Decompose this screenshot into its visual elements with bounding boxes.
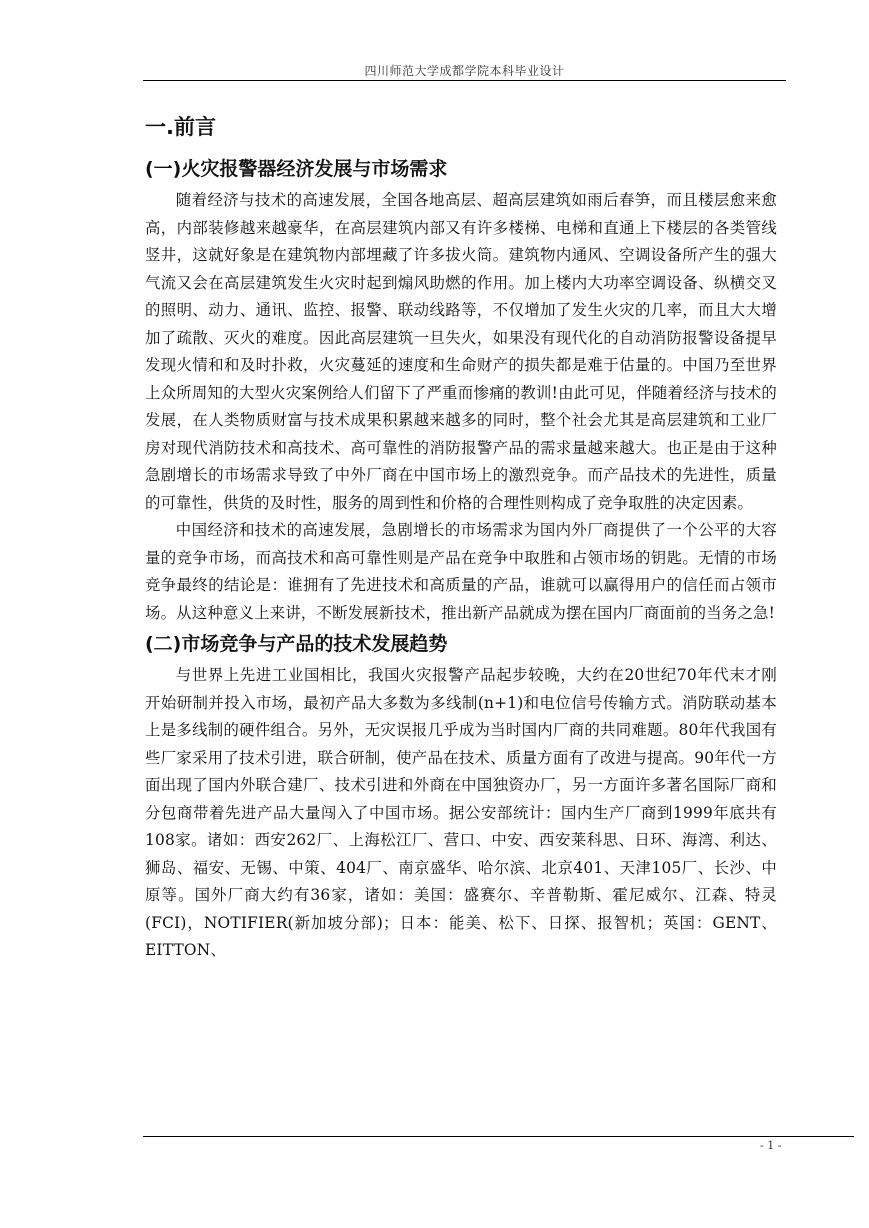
- page-body: [145, 112, 777, 965]
- section-market-demand: [145, 154, 777, 627]
- section-technology-trends: [145, 629, 777, 965]
- page-number: - 1 -: [760, 1139, 782, 1152]
- paragraph: 与世界上先进工业国相比，我国火灾报警产品起步较晚，大约在20世纪70年代末才刚开始研制并投入市场，最初产品大多数为多线制(n+1)和电位信号传输方式。消防联动基本上是多线制的硬件组合。另外，无灾误报几乎成为当时国内厂商的共同难题。80年代我国有些厂家采用了技术引进，联合研制，使产品在技术、质量方面有了改进与提高。90年代一方面出现了国内外联合建厂、技术引进和外商在中国独资办厂，另一方面许多著名国际厂商和分包商带着先进产品大量闯入了中国市场。据公安部统计：国内生产厂商到1999年底共有108家。诸如：西安262厂、上海松江厂、营口、中安、西安莱科思、日环、海湾、利达、狮岛、福安、无锡、中策、404厂、南京盛华、哈尔滨、北京401、天津105厂、长沙、中原等。国外厂商大约有36家，诸如：美国：盛赛尔、辛普勒斯、霍尼威尔、江森、特灵(FCI)，NOTIFIER(新加坡分部)；日本：能美、松下、日探、报智机；英国：GENT、EITTON、: [145, 666, 777, 959]
- page-header-title: 四川师范大学成都学院本科毕业设计: [364, 64, 565, 78]
- header-divider: [143, 80, 786, 81]
- paragraph: 中国经济和技术的高速发展，急剧增长的市场需求为国内外厂商提供了一个公平的大容量的竞争市场，而高技术和高可靠性则是产品在竞争中取胜和占领市场的钥匙。无情的市场竞争最终的结论是：谁拥有了先进技术和高质量的产品，谁就可以赢得用户的信任而占领市场。从这种意义上来讲，不断发展新技术，推出新产品就成为摆在国内厂商面前的当务之急!: [145, 521, 777, 622]
- footer-divider: [143, 1136, 854, 1137]
- chapter-title: 一.前言: [145, 115, 216, 139]
- paragraph: 随着经济与技术的高速发展，全国各地高层、超高层建筑如雨后春笋，而且楼层愈来愈高，内部装修越来越豪华，在高层建筑内部又有许多楼梯、电梯和直通上下楼层的各类管线竖井，这就好象是在建筑物内部埋藏了许多拔火筒。建筑物内通风、空调设备所产生的强大气流又会在高层建筑发生火灾时起到煽风助燃的作用。加上楼内大功率空调设备、纵横交叉的照明、动力、通讯、监控、报警、联动线路等，不仅增加了发生火灾的几率，而且大大增加了疏散、灭火的难度。因此高层建筑一旦失火，如果没有现代化的自动消防报警设备提早发现火情和和及时扑救，火灾蔓延的速度和生命财产的损失都是难于估量的。中国乃至世界上众所周知的大型火灾案例给人们留下了严重而惨痛的教训!由此可见，伴随着经济与技术的发展，在人类物质财富与技术成果积累越来越多的同时，整个社会尤其是高层建筑和工业厂房对现代消防技术和高技术、高可靠性的消防报警产品的需求量越来越大。也正是由于这种急剧增长的市场需求导致了中外厂商在中国市场上的激烈竞争。而产品技术的先进性，质量的可靠性，供货的及时性，服务的周到性和价格的合理性则构成了竞争取胜的决定因素。: [145, 191, 777, 512]
- section-title: (一)火灾报警器经济发展与市场需求: [145, 158, 448, 180]
- section-title: (二)市场竞争与产品的技术发展趋势: [145, 633, 448, 655]
